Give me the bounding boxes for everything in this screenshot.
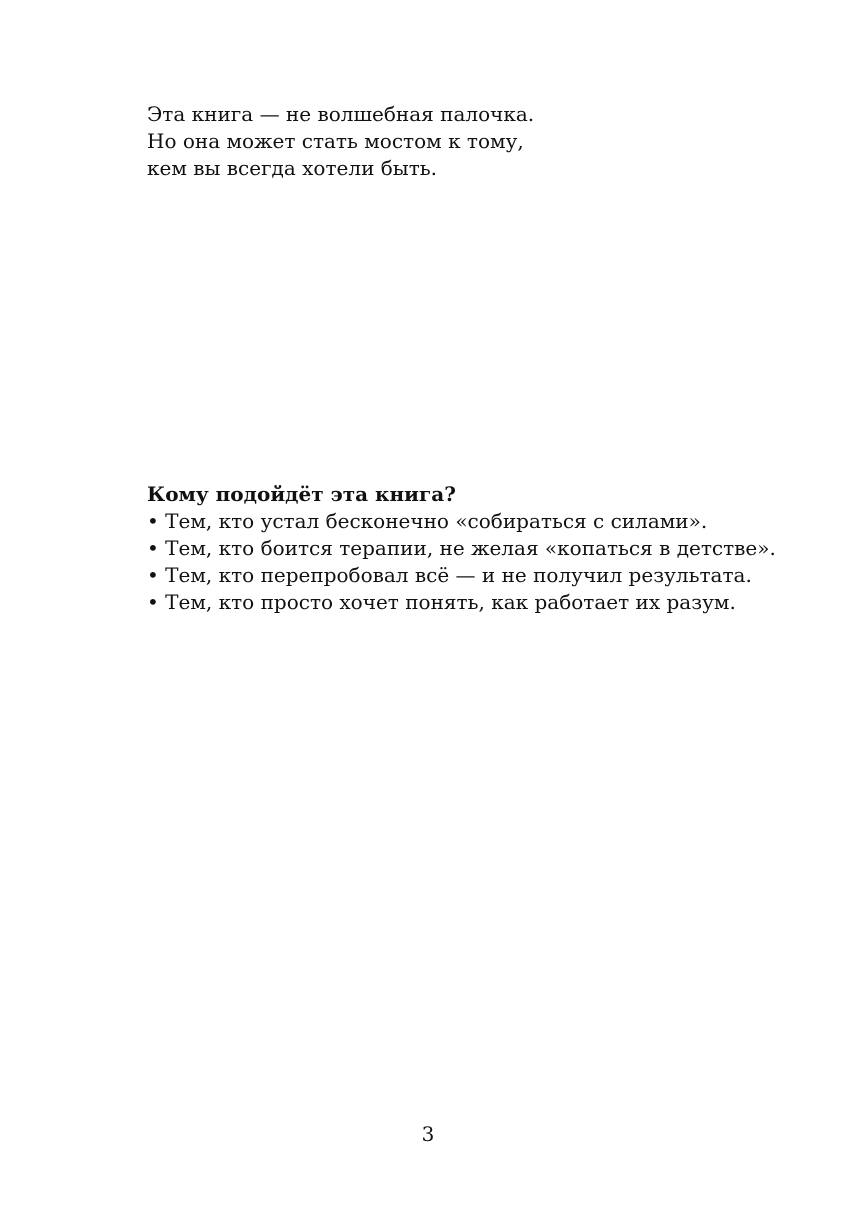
list-item xyxy=(147,562,787,589)
list-item-text: Тем, кто устал бесконечно «собираться с силами». xyxy=(165,509,708,533)
intro-line: кем вы всегда хотели быть. xyxy=(147,156,438,180)
bullet-icon: • xyxy=(147,590,159,614)
audience-list xyxy=(147,508,787,616)
intro-line: Эта книга — не волшебная палочка. xyxy=(147,102,535,126)
list-item xyxy=(147,589,787,616)
audience-section xyxy=(147,481,787,616)
list-item-text: Тем, кто просто хочет понять, как работает их разум. xyxy=(165,590,736,614)
intro-paragraph xyxy=(147,101,747,182)
page-number: 3 xyxy=(421,1122,435,1146)
bullet-icon: • xyxy=(147,536,159,560)
intro-line: Но она может стать мостом к тому, xyxy=(147,129,524,153)
list-item-text: Тем, кто боится терапии, не желая «копаться в детстве». xyxy=(165,536,776,560)
bullet-icon: • xyxy=(147,563,159,587)
list-item xyxy=(147,535,787,562)
section-heading: Кому подойдёт эта книга? xyxy=(147,482,456,506)
list-item-text: Тем, кто перепробовал всё — и не получил результата. xyxy=(165,563,752,587)
list-item xyxy=(147,508,787,535)
bullet-icon: • xyxy=(147,509,159,533)
